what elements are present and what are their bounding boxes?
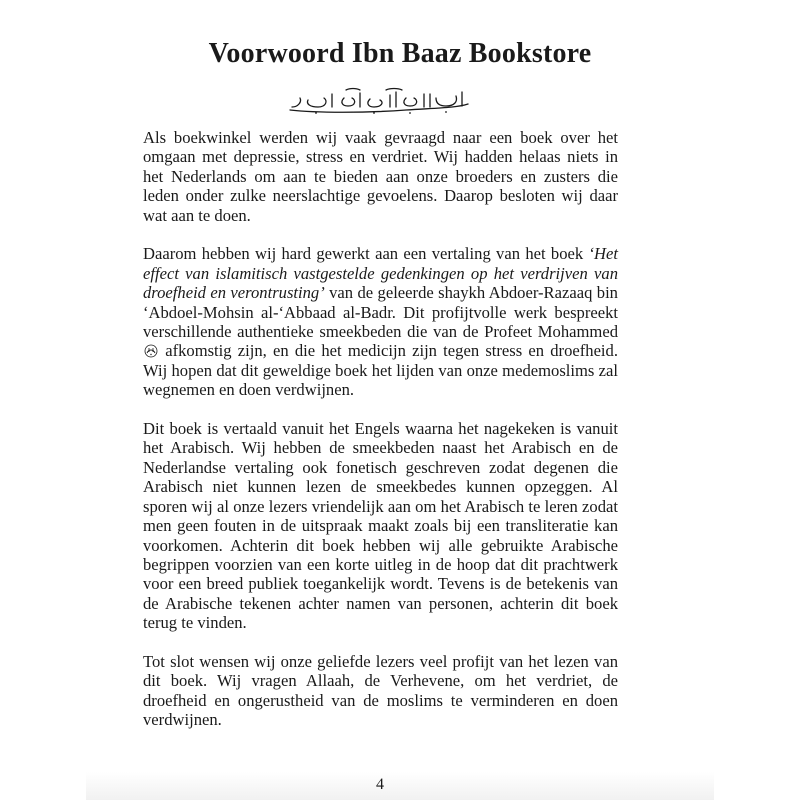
paragraph-4: Tot slot wensen wij onze geliefde lezers veel profijt van het lezen van dit boek. Wij vragen Allaah, de Verhevene, om het verdriet, de droefheid en ongerustheid van de moslims te verminderen en doen verdwijnen. [143, 651, 618, 730]
book-title: ‘Het effect van islamitisch vastgestelde gedenkingen op het verdrijven van droefheid en verontrusting’ [143, 244, 618, 303]
paragraph-2-end: afkomstig zijn, en die het medicijn zijn tegen stress en droefheid. Wij hopen dat dit geweldige boek het lijden van onze medemoslims zal wegnemen en doen verdwijnen. [143, 341, 618, 400]
paragraph-2-intro: Daarom hebben wij hard gewerkt aan een vertaling van het boek [143, 244, 589, 264]
paragraph-3: Dit boek is vertaald vanuit het Engels waarna het nagekeken is vanuit het Arabisch. Wij hebben de smeekbeden naast het Arabisch en de Nederlandse vertaling ook fonetisch geschreven zodat degenen die Arabisch niet kunnen lezen de smeekbedes kunnen opzeggen. Al sporen wij al onze lezers vriendelijk aan om het Arabisch te leren zodat men geen fouten in de uitspraak maakt zoals bij een transliteratie kan voorkomen. Achterin dit boek hebben wij alle gebruikte Arabische begrippen voorzien van een korte uitleg in de hoop dat dit prachtwerk voor een breed publiek toegankelijk wordt. Tevens is de betekenis van de Arabische tekenen achter namen van personen, achterin dit boek terug te vinden. [143, 419, 618, 633]
salawat-icon [144, 344, 158, 358]
paragraph-2-middle: van de geleerde shaykh Abdoer-Razaaq bin ‘Abdoel-Mohsin al-‘Abbaad al-Badr. Dit profijtvolle werk bespreekt verschillende authentieke smeekbeden die van de Profeet Mohammed [143, 283, 618, 342]
paragraph-2 [143, 244, 618, 399]
body-text [143, 128, 618, 749]
paragraph-1: Als boekwinkel werden wij vaak gevraagd naar een boek over het omgaan met depressie, stress en verdriet. Wij hadden helaas niets in het Nederlands om aan te bieden aan onze broeders en zusters die leden onder zulke neerslachtige gevoelens. Daarop besloten wij daar wat aan te doen. [143, 128, 618, 225]
page-number: 4 [376, 776, 384, 793]
page-title: Voorwoord Ibn Baaz Bookstore [208, 38, 592, 69]
basmala-calligraphy-icon [286, 86, 472, 116]
